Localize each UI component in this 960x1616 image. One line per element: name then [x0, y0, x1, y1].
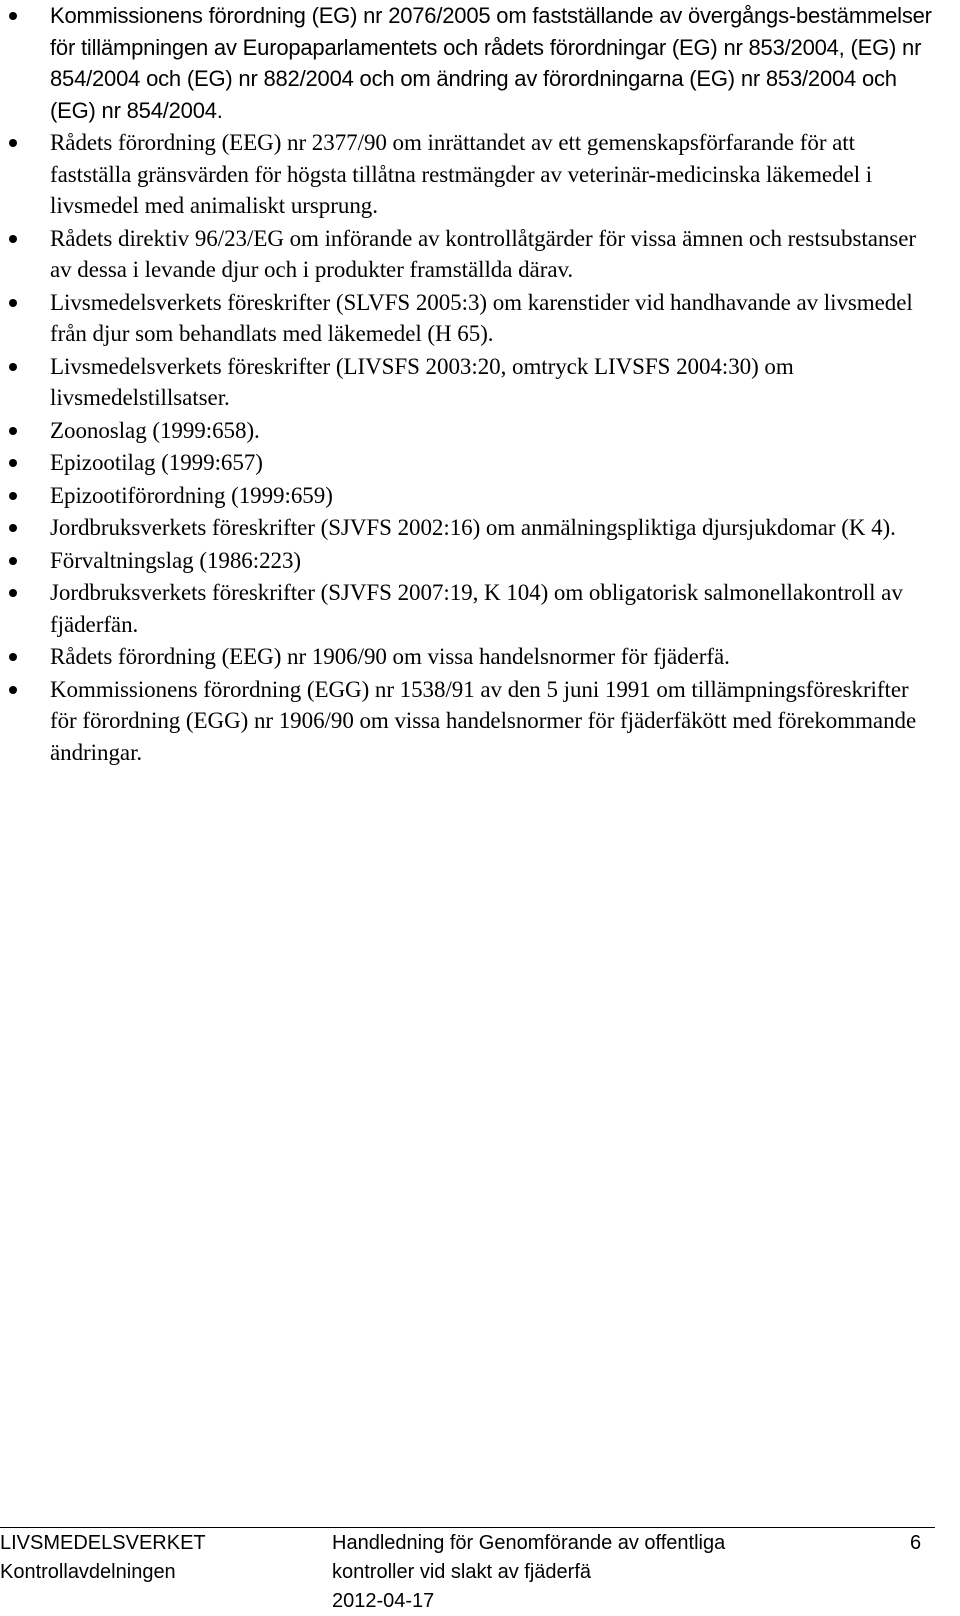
bullet-icon — [9, 557, 17, 565]
footer-organization — [0, 1529, 206, 1587]
footer-org-name: LIVSMEDELSVERKET — [0, 1532, 206, 1554]
bullet-icon — [9, 12, 17, 20]
bullet-icon — [9, 492, 17, 500]
bullet-icon — [9, 235, 17, 243]
footer-document-info — [332, 1529, 725, 1616]
list-item — [0, 480, 935, 512]
list-item-text: Livsmedelsverkets föreskrifter (LIVSFS 2003:20, omtryck LIVSFS 2004:30) om livsmedelstillsatser. — [50, 353, 794, 410]
document-body — [0, 0, 935, 769]
list-item — [0, 415, 935, 447]
footer-department: Kontrollavdelningen — [0, 1561, 176, 1583]
footer-title-line2: kontroller vid slakt av fjäderfä — [332, 1561, 592, 1583]
list-item-text: Epizootiförordning (1999:659) — [50, 482, 333, 508]
bullet-icon — [9, 427, 17, 435]
list-item-text: Rådets förordning (EEG) nr 2377/90 om inrättandet av ett gemenskapsförfarande för att fastställa gränsvärden för högsta tillåtna restmängder av veterinär-medicinska läkemedel i livsmedel med animaliskt ursprung. — [50, 130, 873, 218]
footer-date: 2012-04-17 — [332, 1590, 435, 1612]
footer-divider — [0, 1527, 935, 1528]
list-item — [0, 351, 935, 414]
page-footer — [0, 1527, 960, 1612]
list-item-text: Zoonoslag (1999:658). — [50, 417, 260, 443]
list-item — [0, 577, 935, 640]
list-item-text: Rådets direktiv 96/23/EG om införande av kontrollåtgärder för vissa ämnen och restsubstanser av dessa i levande djur och i produkter framställda därav. — [50, 225, 916, 282]
list-item-text: Rådets förordning (EEG) nr 1906/90 om vissa handelsnormer för fjäderfä. — [50, 644, 730, 669]
list-item — [0, 674, 935, 769]
list-item — [0, 512, 935, 544]
list-item — [0, 0, 935, 126]
bullet-icon — [9, 459, 17, 467]
bullet-icon — [9, 139, 17, 147]
list-item-text: Kommissionens förordning (EG) nr 2076/2005 om fastställande av övergångs-bestämmelser för tillämpningen av Europaparlamentets och rådets förordningar (EG) nr 853/2004, (EG) nr 854/2004 och (EG) nr 882/2004 och om ändring av förordningarna (EG) nr 853/2004 och (EG) nr 854/2004. — [50, 3, 932, 123]
list-item-text: Förvaltningslag (1986:223) — [50, 547, 302, 573]
footer-title-line1: Handledning för Genomförande av offentliga — [332, 1532, 726, 1554]
regulations-list — [0, 0, 935, 768]
bullet-icon — [9, 524, 17, 532]
list-item — [0, 127, 935, 222]
list-item — [0, 641, 935, 673]
bullet-icon — [9, 363, 17, 371]
list-item-text: Jordbruksverkets föreskrifter (SJVFS 2002:16) om anmälningspliktiga djursjukdomar (K 4). — [50, 515, 896, 540]
list-item-text: Jordbruksverkets föreskrifter (SJVFS 2007:19, K 104) om obligatorisk salmonellakontroll av fjäderfän. — [50, 580, 903, 637]
list-item-text: Livsmedelsverkets föreskrifter (SLVFS 2005:3) om karenstider vid handhavande av livsmedel från djur som behandlats med läkemedel (H 65). — [50, 289, 913, 346]
page-number: 6 — [910, 1532, 922, 1554]
list-item-text: Kommissionens förordning (EGG) nr 1538/91 av den 5 juni 1991 om tillämpningsföreskrifter för förordning (EGG) nr 1906/90 om vissa handelsnormer för fjäderfäkött med förekommande ändringar. — [50, 676, 917, 765]
list-item-text: Epizootilag (1999:657) — [50, 450, 263, 475]
bullet-icon — [9, 299, 17, 307]
list-item — [0, 223, 935, 286]
bullet-icon — [9, 653, 17, 661]
list-item — [0, 545, 935, 577]
list-item — [0, 447, 935, 479]
list-item — [0, 287, 935, 350]
bullet-icon — [9, 589, 17, 597]
bullet-icon — [9, 686, 17, 694]
